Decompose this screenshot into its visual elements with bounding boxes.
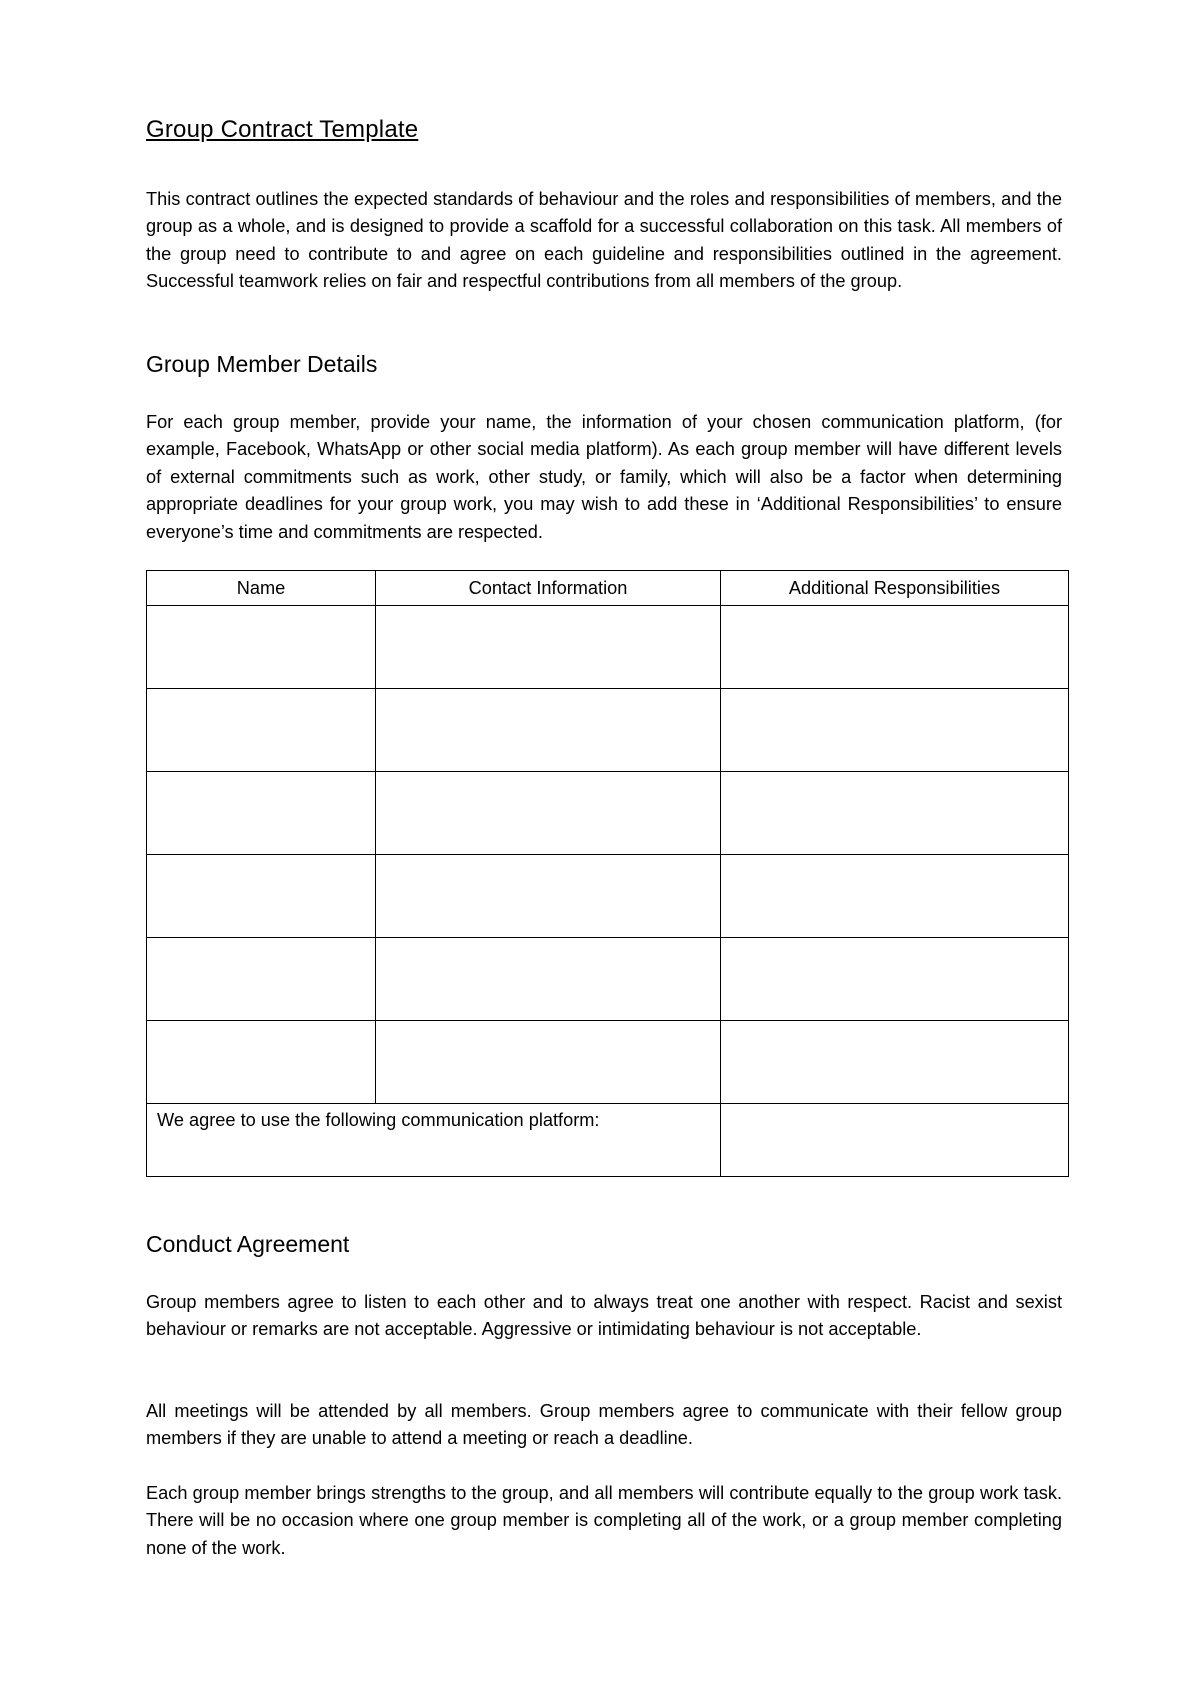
table-row	[147, 606, 1069, 689]
contact-cell[interactable]	[376, 855, 721, 938]
responsibilities-cell[interactable]	[721, 772, 1069, 855]
communication-platform-cell[interactable]	[721, 1104, 1069, 1177]
responsibilities-cell[interactable]	[721, 938, 1069, 1021]
contact-cell[interactable]	[376, 606, 721, 689]
conduct-paragraph-contribution: Each group member brings strengths to the group, and all members will contribute equally to the group work task. There will be no occasion where one group member is completing all of the work, or a group member completing none of the work.	[146, 1483, 1062, 1558]
column-header-name: Name	[147, 571, 376, 606]
contact-cell[interactable]	[376, 772, 721, 855]
document-title: Group Contract Template	[146, 116, 419, 143]
member-details-table	[146, 570, 1069, 1177]
name-cell[interactable]	[147, 772, 376, 855]
contact-cell[interactable]	[376, 938, 721, 1021]
responsibilities-cell[interactable]	[721, 855, 1069, 938]
agreement-row	[147, 1104, 1069, 1177]
conduct-paragraph-respect: Group members agree to listen to each other and to always treat one another with respect. Racist and sexist behaviour or remarks are not acceptable. Aggressive or intimidating behaviour is not acceptable.	[146, 1292, 1062, 1340]
contact-cell[interactable]	[376, 689, 721, 772]
responsibilities-cell[interactable]	[721, 1021, 1069, 1104]
column-header-contact: Contact Information	[376, 571, 721, 606]
responsibilities-cell[interactable]	[721, 606, 1069, 689]
name-cell[interactable]	[147, 938, 376, 1021]
name-cell[interactable]	[147, 1021, 376, 1104]
table-header-row	[147, 571, 1069, 606]
table-row	[147, 938, 1069, 1021]
table-row	[147, 772, 1069, 855]
responsibilities-cell[interactable]	[721, 689, 1069, 772]
name-cell[interactable]	[147, 689, 376, 772]
member-details-paragraph: For each group member, provide your name, the information of your chosen communication platform, (for example, Facebook, WhatsApp or other social media platform). As each group member will have different levels of external commitments such as work, other study, or family, which will also be a factor when determining appropriate deadlines for your group work, you may wish to add these in ‘Additional Responsibilities’ to ensure everyone’s time and commitments are respected.	[146, 412, 1062, 542]
table-row	[147, 1021, 1069, 1104]
conduct-agreement-heading: Conduct Agreement	[146, 1231, 350, 1257]
name-cell[interactable]	[147, 855, 376, 938]
name-cell[interactable]	[147, 606, 376, 689]
contact-cell[interactable]	[376, 1021, 721, 1104]
column-header-responsibilities: Additional Responsibilities	[721, 571, 1069, 606]
conduct-paragraph-meetings: All meetings will be attended by all members. Group members agree to communicate with their fellow group members if they are unable to attend a meeting or reach a deadline.	[146, 1401, 1062, 1449]
intro-paragraph: This contract outlines the expected standards of behaviour and the roles and responsibilities of members, and the group as a whole, and is designed to provide a scaffold for a successful collaboration on this task. All members of the group need to contribute to and agree on each guideline and responsibilities outlined in the agreement. Successful teamwork relies on fair and respectful contributions from all members of the group.	[146, 189, 1062, 292]
member-details-heading: Group Member Details	[146, 351, 378, 377]
table-row	[147, 689, 1069, 772]
communication-platform-label: We agree to use the following communication platform:	[147, 1104, 721, 1177]
table-row	[147, 855, 1069, 938]
